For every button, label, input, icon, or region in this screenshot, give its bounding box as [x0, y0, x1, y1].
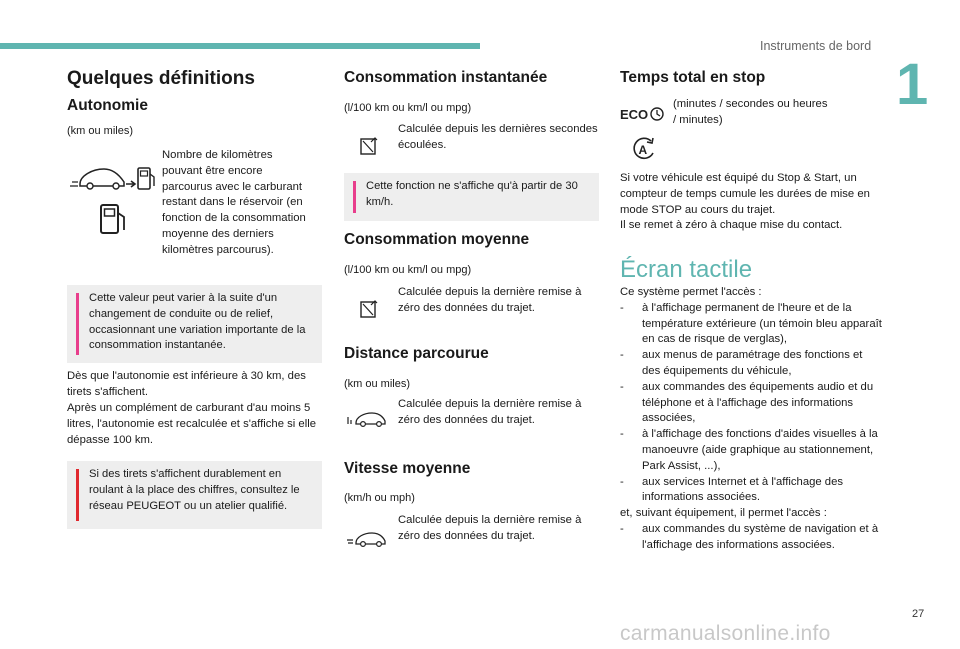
stop-paragraph-1: Si votre véhicule est équipé du Stop & Start, un compteur de temps cumule les durées de mise en mode STOP au cours du trajet. [620, 172, 870, 216]
autonomie-paragraph-1: Dès que l'autonomie est inférieure à 30 km, des tirets s'affichent. [67, 370, 306, 398]
list-item: - aux menus de paramétrage des fonctions et des équipements du véhicule, [620, 349, 863, 377]
ecran-title: Écran tactile [620, 256, 753, 283]
page-number: 27 [912, 608, 925, 620]
svg-text:A: A [638, 143, 648, 157]
vitesse-description: Calculée depuis la dernière remise à zéro des données du trajet. [398, 514, 582, 542]
vitesse-unit: (km/h ou mph) [344, 492, 415, 504]
distance-description: Calculée depuis la dernière remise à zéro des données du trajet. [398, 398, 582, 426]
watermark: carmanualsonline.info [620, 622, 831, 645]
stop-paragraph-2: Il se remet à zéro à chaque mise du contact. [620, 219, 843, 231]
list-item: - aux commandes des équipements audio et du téléphone et à l'affichage des informations associées, [620, 380, 874, 425]
fuel-pump-icon [359, 300, 379, 320]
page-title: Quelques définitions [67, 68, 255, 89]
car-speed-icon [347, 531, 389, 549]
moyenne-heading: Consommation moyenne [344, 231, 530, 248]
section-title: Instruments de bord [760, 39, 872, 53]
warning-icon [76, 469, 79, 521]
info-note [67, 285, 322, 363]
list-item: - aux services Internet et à l'affichage des informations associées. [620, 475, 844, 504]
autonomie-paragraph-2: Après un complément de carburant d'au moins 5 litres, l'autonomie est recalculée et s'affiche si elle dépasse 100 km. [67, 402, 316, 446]
distance-unit: (km ou miles) [344, 378, 411, 390]
distance-heading: Distance parcourue [344, 345, 489, 362]
autonomie-unit: (km ou miles) [67, 125, 134, 137]
instant-unit: (l/100 km ou km/l ou mpg) [344, 102, 472, 114]
auto-stop-a-icon [629, 137, 659, 163]
header-accent-bar [0, 43, 480, 49]
stop-unit: (minutes / secondes ou heures / minutes) [673, 98, 828, 126]
ecran-intro-2: et, suivant équipement, il permet l'accès : [620, 507, 827, 520]
stop-heading: Temps total en stop [620, 69, 766, 86]
autonomie-heading: Autonomie [67, 97, 148, 114]
car-range-icon [70, 160, 160, 236]
svg-text:ECO: ECO [620, 107, 649, 122]
ecran-content [620, 285, 882, 554]
fuel-pump-icon [359, 137, 379, 157]
autonomie-description: Nombre de kilomètres pouvant être encore parcourus avec le carburant restant dans le réservoir (en fonction de la consommation moyenne des derniers kilomètres parcourus). [162, 149, 306, 256]
instant-info-note [344, 173, 599, 221]
instant-description: Calculée depuis les dernières secondes écoulées. [398, 123, 598, 151]
moyenne-description: Calculée depuis la dernière remise à zéro des données du trajet. [398, 286, 582, 314]
instant-heading: Consommation instantanée [344, 69, 548, 86]
list-item: - à l'affichage permanent de l'heure et de la température extérieure (un témoin bleu apparaît en cas de risque de verglas), [620, 301, 882, 346]
chapter-number: 1 [896, 52, 929, 117]
info-icon [353, 181, 356, 213]
warning-note [67, 461, 322, 529]
list-item: - aux commandes du système de navigation et à l'affichage des informations associées. [620, 522, 879, 551]
ecran-intro: Ce système permet l'accès : [620, 286, 762, 298]
warning-note-text: Si des tirets s'affichent durablement en roulant à la place des chiffres, consultez le réseau PEUGEOT ou un atelier qualifié. [89, 468, 300, 512]
info-note-text: Cette valeur peut varier à la suite d'un changement de conduite ou de relief, occasionnant une variation importante de la consommation instantanée. [89, 292, 306, 352]
vitesse-heading: Vitesse moyenne [344, 460, 471, 477]
info-icon [76, 293, 79, 355]
list-item: - à l'affichage des fonctions d'aides visuelles à la manoeuvre (aide graphique au stationnement, Park Assist, ...), [620, 428, 878, 472]
moyenne-unit: (l/100 km ou km/l ou mpg) [344, 264, 472, 276]
eco-stop-icon [620, 105, 664, 123]
car-distance-icon [347, 411, 389, 429]
instant-info-note-text: Cette fonction ne s'affiche qu'à partir de 30 km/h. [366, 180, 578, 208]
